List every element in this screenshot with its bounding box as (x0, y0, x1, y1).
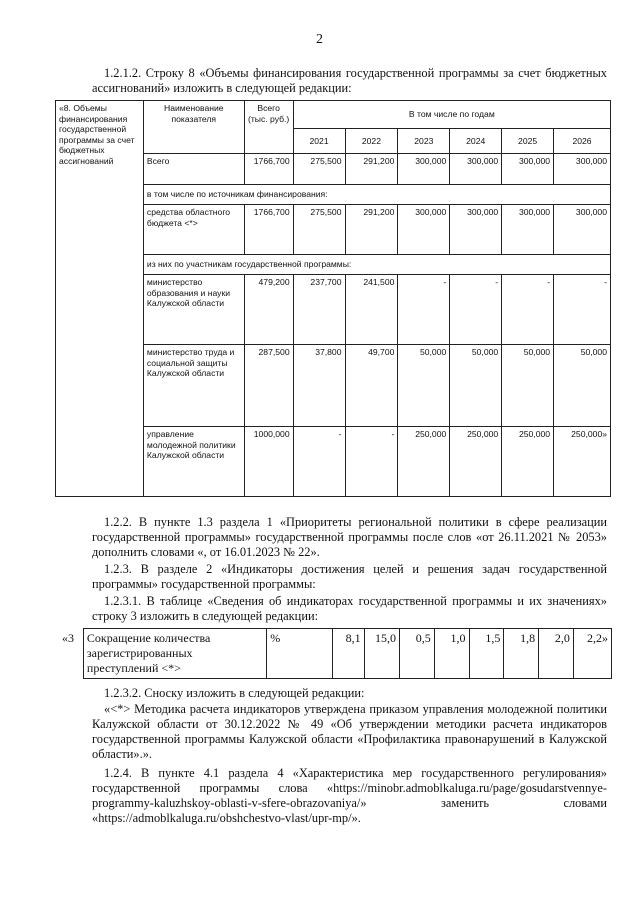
paragraph-1-2-3-1: 1.2.3.1. В таблице «Сведения об индикаторах государственной программы и их значениях» строку 3 изложить в следующей редакции: (92, 594, 607, 623)
cell-value: 50,000 (554, 345, 611, 427)
year-2023: 2023 (398, 129, 450, 154)
cell-value: 241,500 (345, 275, 398, 345)
indicator-value: 8,1 (332, 629, 364, 679)
indicator-value: 15,0 (364, 629, 399, 679)
cell-value: 300,000 (554, 154, 611, 185)
paragraph-1-2-2: 1.2.2. В пункте 1.3 раздела 1 «Приоритеты региональной политики в сфере реализации государственной программы» государственной программы после слов «от 26.11.2021 № 2053» дополнить словами «, от 16.01.2023 № 22». (92, 515, 607, 559)
financing-table (55, 100, 611, 497)
row-total: 1000,000 (244, 427, 293, 497)
row-name: управление молодежной политики Калужской области (143, 427, 244, 497)
cell-value: 237,700 (293, 275, 345, 345)
cell-value: 300,000 (398, 205, 450, 255)
row-name: министерство труда и социальной защиты Калужской области (143, 345, 244, 427)
cell-value: 300,000 (398, 154, 450, 185)
cell-value: - (293, 427, 345, 497)
row-total: 479,200 (244, 275, 293, 345)
cell-value: 291,200 (345, 205, 398, 255)
row-total: 1766,700 (244, 154, 293, 185)
cell-value: 275,500 (293, 154, 345, 185)
header-name: Наименование показателя (143, 101, 244, 154)
cell-value: 250,000 (398, 427, 450, 497)
cell-value: 291,200 (345, 154, 398, 185)
paragraph-1-2-3-2: 1.2.3.2. Сноску изложить в следующей редакции: (104, 686, 365, 700)
indicator-value: 1,0 (434, 629, 469, 679)
indicator-value: 1,8 (504, 629, 539, 679)
indicator-unit: % (267, 629, 332, 679)
row-total: 287,500 (244, 345, 293, 427)
cell-value: 50,000 (450, 345, 502, 427)
year-2025: 2025 (502, 129, 554, 154)
row-label-cell: «8. Объемы финансирования государственной программы за счет бюджетных ассигнований (56, 101, 144, 497)
row-name: Всего (143, 154, 244, 185)
footnote-text: «<*> Методика расчета индикаторов утверждена приказом управления молодежной политики Калужской области от 30.12.2022 № 49 «Об утверждении методики расчета индикаторов государственной программы Калужской области «Профилактика правонарушений в Калужской области».». (92, 702, 607, 761)
cell-value: 50,000 (502, 345, 554, 427)
indicator-value: 2,0 (539, 629, 574, 679)
cell-value: - (345, 427, 398, 497)
indicator-number: «3 (62, 630, 74, 645)
cell-value: - (554, 275, 611, 345)
paragraph-1-2-3: 1.2.3. В разделе 2 «Индикаторы достижения целей и решения задач государственной программы» государственной программы: (92, 562, 607, 591)
cell-value: 300,000 (502, 205, 554, 255)
year-2026: 2026 (554, 129, 611, 154)
cell-value: 300,000 (450, 154, 502, 185)
cell-value: 300,000 (502, 154, 554, 185)
paragraph-1-2-4: 1.2.4. В пункте 4.1 раздела 4 «Характеристика мер государственного регулирования» государственной программы слова «https://minobr.admoblkaluga.ru/page/gosudarstvennye-programmy-kaluzhskoy-oblasti-v-sfere-obrazovaniya/» заменить словами «https://admoblkaluga.ru/obshchestvo-vlast/upr-mp/». (92, 766, 607, 825)
cell-value: - (398, 275, 450, 345)
header-total: Всего (тыс. руб.) (244, 101, 293, 154)
row-name: средства областного бюджета <*> (143, 205, 244, 255)
row-total: 1766,700 (244, 205, 293, 255)
indicator-value: 1,5 (469, 629, 504, 679)
cell-value: 50,000 (398, 345, 450, 427)
header-years: В том числе по годам (293, 101, 610, 129)
cell-value: 250,000 (450, 427, 502, 497)
indicator-value: 0,5 (399, 629, 434, 679)
indicator-name: Сокращение количества зарегистрированных преступлений <*> (83, 629, 266, 679)
cell-value: - (502, 275, 554, 345)
indicator-value: 2,2» (573, 629, 611, 679)
cell-value: 37,800 (293, 345, 345, 427)
year-2022: 2022 (345, 129, 398, 154)
cell-value: - (450, 275, 502, 345)
cell-value: 300,000 (450, 205, 502, 255)
cell-value: 300,000 (554, 205, 611, 255)
page-number: 2 (316, 32, 323, 47)
subheader-participants: из них по участникам государственной программы: (143, 255, 610, 275)
cell-value: 275,500 (293, 205, 345, 255)
row-name: министерство образования и науки Калужской области (143, 275, 244, 345)
year-2024: 2024 (450, 129, 502, 154)
indicator-table (62, 628, 612, 679)
year-2021: 2021 (293, 129, 345, 154)
table-row (62, 629, 612, 679)
subheader-sources: в том числе по источникам финансирования: (143, 185, 610, 205)
paragraph-1-2-1-2: 1.2.1.2. Строку 8 «Объемы финансирования государственной программы за счет бюджетных ассигнований» изложить в следующей редакции: (92, 66, 607, 95)
cell-value: 250,000 (502, 427, 554, 497)
cell-value: 250,000» (554, 427, 611, 497)
cell-value: 49,700 (345, 345, 398, 427)
